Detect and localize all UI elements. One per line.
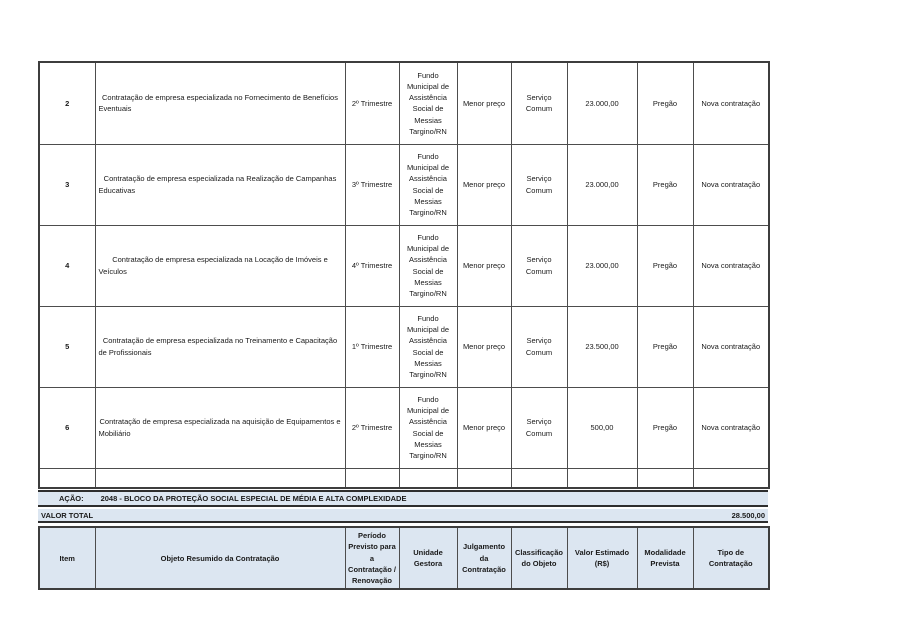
modalidade-cell: Pregão xyxy=(637,387,693,468)
valor-total-row xyxy=(38,509,768,523)
periodo-cell: 2º Trimestre xyxy=(345,387,399,468)
acao-value: 2048 - BLOCO DA PROTEÇÃO SOCIAL ESPECIAL DE MÉDIA E ALTA COMPLEXIDADE xyxy=(100,494,407,503)
column-headers-table xyxy=(38,526,770,590)
tipo-contratacao-cell: Nova contratação xyxy=(693,225,769,306)
table-row xyxy=(39,387,769,468)
header-periodo: Período Previsto para a Contratação / Renovação xyxy=(345,527,399,589)
objeto-cell: Contratação de empresa especializada na Realização de Campanhas Educativas xyxy=(95,144,345,225)
unidade-gestora-cell: Fundo Municipal de Assistência Social de Messias Targino/RN xyxy=(399,62,457,144)
julgamento-cell: Menor preço xyxy=(457,62,511,144)
valor-estimado-cell: 23.000,00 xyxy=(567,144,637,225)
tipo-contratacao-cell: Nova contratação xyxy=(693,387,769,468)
acao-section-row xyxy=(38,490,768,507)
modalidade-cell: Pregão xyxy=(637,144,693,225)
objeto-cell: Contratação de empresa especializada no Treinamento e Capacitação de Profissionais xyxy=(95,306,345,387)
valor-estimado-cell: 23.000,00 xyxy=(567,225,637,306)
item-number: 2 xyxy=(39,62,95,144)
table-row xyxy=(39,144,769,225)
periodo-cell: 2º Trimestre xyxy=(345,62,399,144)
contracting-items-table xyxy=(38,61,770,489)
contracting-plan-page xyxy=(38,61,768,590)
classificacao-cell: Serviço Comum xyxy=(511,387,567,468)
periodo-cell: 3º Trimestre xyxy=(345,144,399,225)
valor-total-label: VALOR TOTAL xyxy=(41,510,94,520)
unidade-gestora-cell: Fundo Municipal de Assistência Social de Messias Targino/RN xyxy=(399,225,457,306)
valor-total-value: 28.500,00 xyxy=(731,510,765,520)
item-number: 3 xyxy=(39,144,95,225)
objeto-cell: Contratação de empresa especializada na aquisição de Equipamentos e Mobiliário xyxy=(95,387,345,468)
objeto-cell: Contratação de empresa especializada no Fornecimento de Benefícios Eventuais xyxy=(95,62,345,144)
unidade-gestora-cell: Fundo Municipal de Assistência Social de Messias Targino/RN xyxy=(399,387,457,468)
item-number: 5 xyxy=(39,306,95,387)
classificacao-cell: Serviço Comum xyxy=(511,144,567,225)
valor-estimado-cell: 23.000,00 xyxy=(567,62,637,144)
julgamento-cell: Menor preço xyxy=(457,225,511,306)
valor-estimado-cell: 23.500,00 xyxy=(567,306,637,387)
classificacao-cell: Serviço Comum xyxy=(511,62,567,144)
tipo-contratacao-cell: Nova contratação xyxy=(693,306,769,387)
header-valor: Valor Estimado (R$) xyxy=(567,527,637,589)
header-item: Item xyxy=(39,527,95,589)
modalidade-cell: Pregão xyxy=(637,225,693,306)
header-row xyxy=(39,527,769,589)
unidade-gestora-cell: Fundo Municipal de Assistência Social de Messias Targino/RN xyxy=(399,306,457,387)
periodo-cell: 4º Trimestre xyxy=(345,225,399,306)
valor-estimado-cell: 500,00 xyxy=(567,387,637,468)
table-row xyxy=(39,306,769,387)
modalidade-cell: Pregão xyxy=(637,62,693,144)
item-number: 6 xyxy=(39,387,95,468)
acao-label: AÇÃO: xyxy=(59,494,84,503)
item-number: 4 xyxy=(39,225,95,306)
header-julgamento: Julgamento da Contratação xyxy=(457,527,511,589)
julgamento-cell: Menor preço xyxy=(457,306,511,387)
unidade-gestora-cell: Fundo Municipal de Assistência Social de Messias Targino/RN xyxy=(399,144,457,225)
classificacao-cell: Serviço Comum xyxy=(511,225,567,306)
header-unidade: Unidade Gestora xyxy=(399,527,457,589)
header-objeto: Objeto Resumido da Contratação xyxy=(95,527,345,589)
table-row xyxy=(39,62,769,144)
julgamento-cell: Menor preço xyxy=(457,387,511,468)
periodo-cell: 1º Trimestre xyxy=(345,306,399,387)
julgamento-cell: Menor preço xyxy=(457,144,511,225)
tipo-contratacao-cell: Nova contratação xyxy=(693,62,769,144)
header-modalidade: Modalidade Prevista xyxy=(637,527,693,589)
classificacao-cell: Serviço Comum xyxy=(511,306,567,387)
header-classificacao: Classificação do Objeto xyxy=(511,527,567,589)
empty-table-row xyxy=(39,468,769,488)
header-tipo: Tipo de Contratação xyxy=(693,527,769,589)
table-row xyxy=(39,225,769,306)
tipo-contratacao-cell: Nova contratação xyxy=(693,144,769,225)
objeto-cell: Contratação de empresa especializada na Locação de Imóveis e Veículos xyxy=(95,225,345,306)
modalidade-cell: Pregão xyxy=(637,306,693,387)
